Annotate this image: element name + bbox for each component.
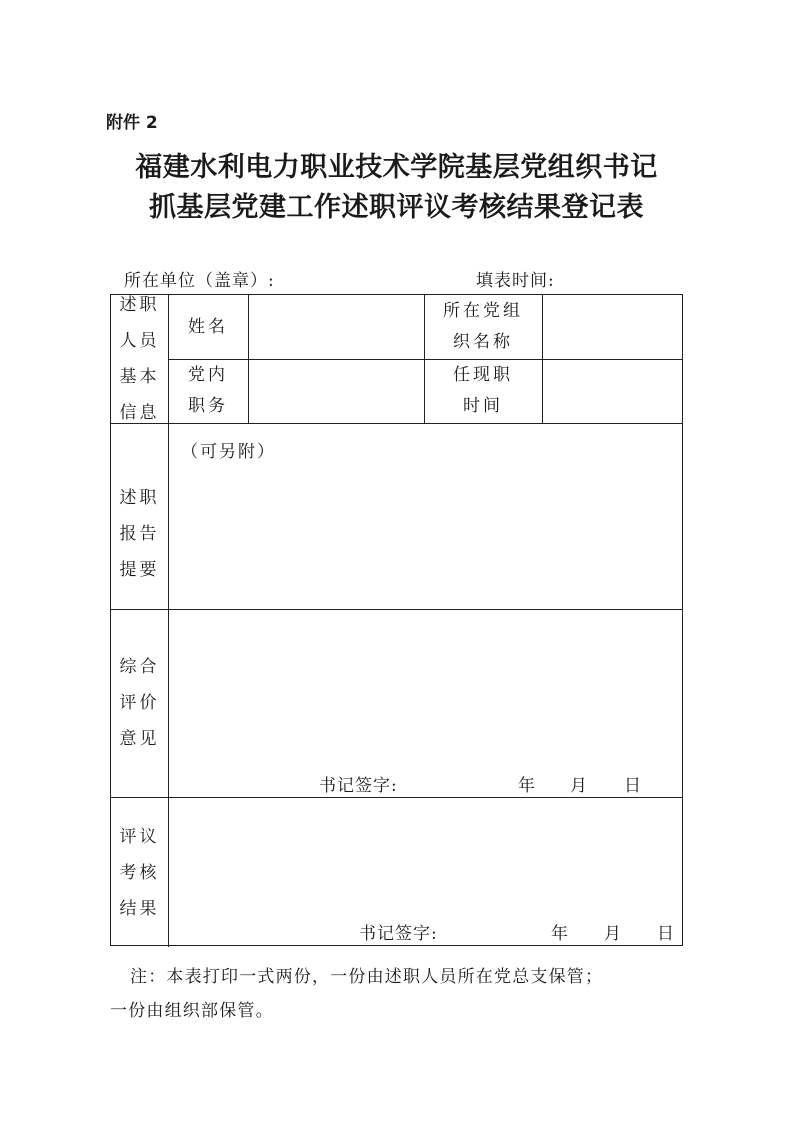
tenure-label: 任现职 时间: [453, 365, 513, 416]
evaluation-day-label: 日: [624, 776, 641, 796]
tenure-field[interactable]: [542, 359, 682, 423]
evaluation-field[interactable]: [169, 610, 682, 760]
report-summary-field[interactable]: [169, 424, 682, 609]
footnote-line-1: 注：本表打印一式两份，一份由述职人员所在党总支保管；: [130, 967, 604, 987]
result-month-label: 月: [604, 924, 621, 944]
evaluation-sign-label: 书记签字:: [319, 776, 398, 796]
attachment-label: 附件 2: [106, 113, 158, 133]
fill-date-label: 填表时间:: [476, 271, 555, 291]
report-summary-label: 述职 报告 提要: [119, 488, 160, 580]
registration-form-table: [110, 294, 683, 946]
result-year-label: 年: [551, 924, 568, 944]
org-name-field[interactable]: [542, 295, 682, 359]
evaluation-month-label: 月: [570, 776, 587, 796]
result-day-label: 日: [657, 924, 674, 944]
party-position-label: 党内 职务: [188, 365, 228, 416]
name-field[interactable]: [248, 295, 424, 359]
evaluation-label: 综合 评价 意见: [119, 657, 160, 749]
page-title-line-2: 抓基层党建工作述职评议考核结果登记表: [149, 192, 644, 223]
evaluation-year-label: 年: [518, 776, 535, 796]
footnote-line-2: 一份由组织部保管。: [110, 1001, 274, 1021]
name-label: 姓名: [188, 316, 228, 337]
result-sign-label: 书记签字:: [359, 924, 438, 944]
unit-label: 所在单位（盖章）:: [124, 271, 275, 291]
report-attach-note: （可另附）: [181, 442, 276, 462]
result-label: 评议 考核 结果: [119, 827, 160, 919]
page-title-line-1: 福建水利电力职业技术学院基层党组织书记: [135, 152, 658, 183]
basic-info-label: 述职 人员 基本 信息: [119, 295, 160, 423]
party-position-field[interactable]: [248, 359, 424, 423]
result-field[interactable]: [169, 798, 682, 908]
org-name-label: 所在党组 织名称: [443, 301, 523, 352]
